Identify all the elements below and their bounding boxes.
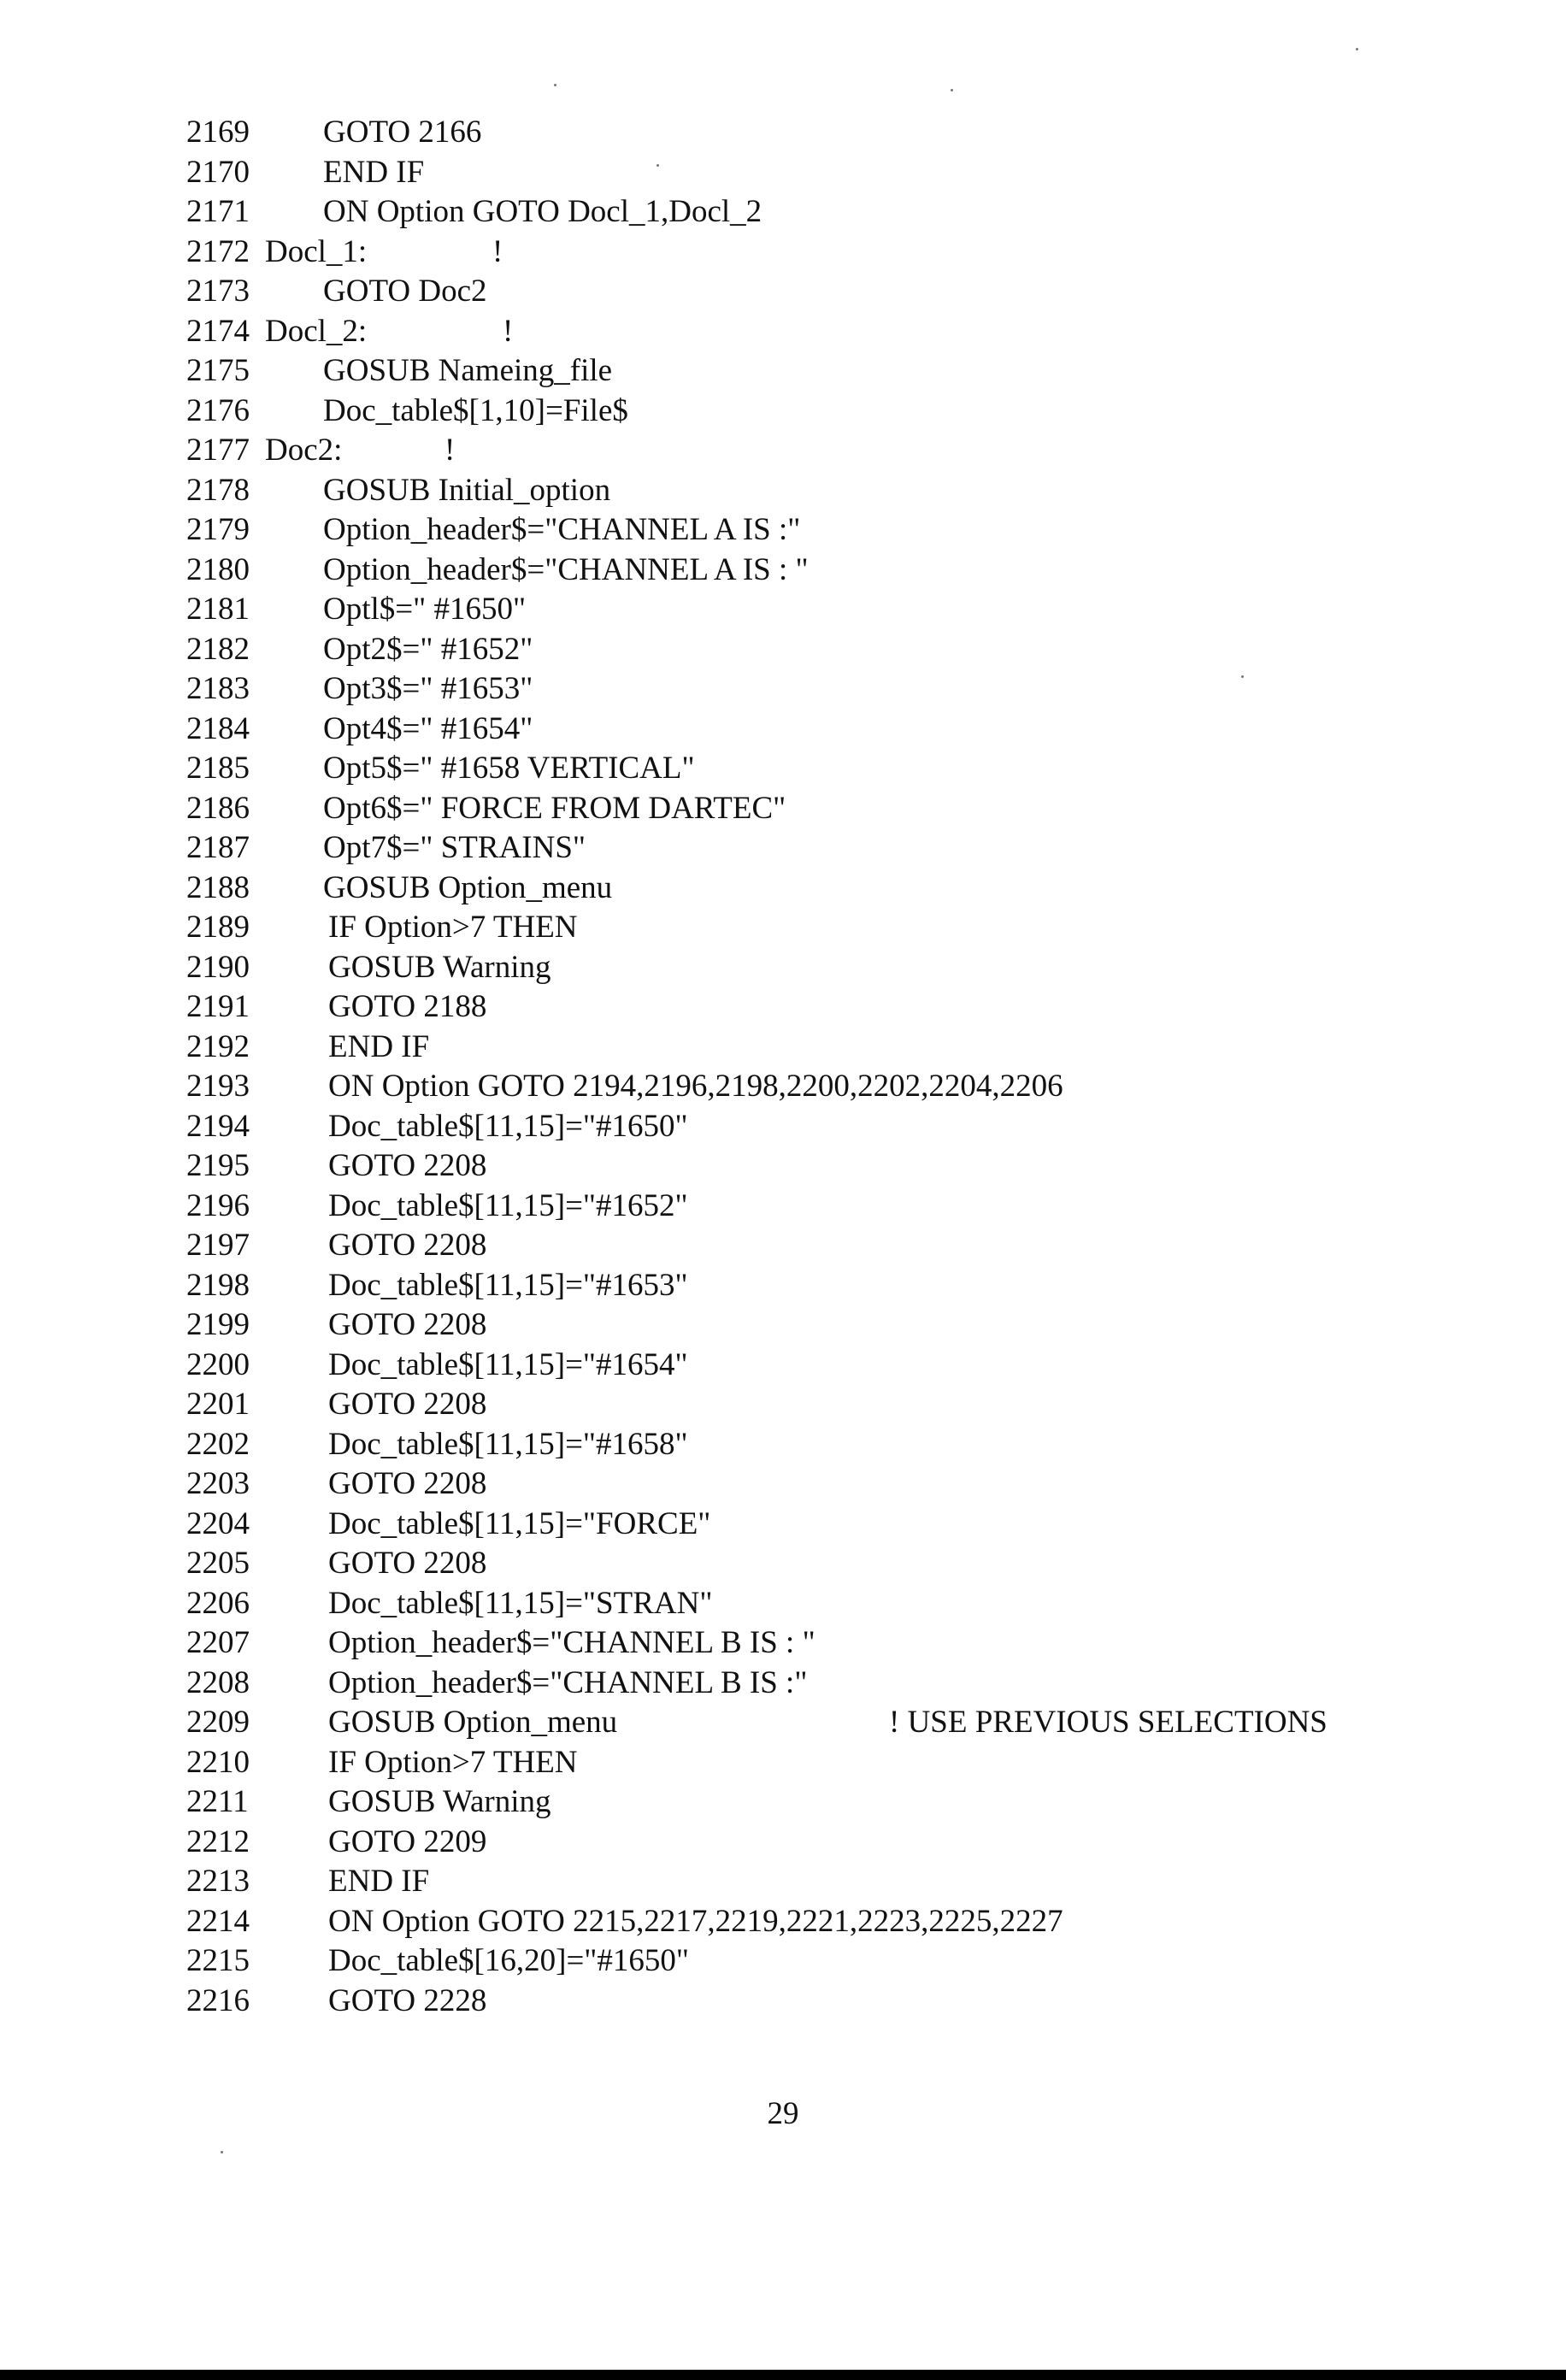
line-number: 2192 — [186, 1028, 250, 1064]
line-number: 2201 — [186, 1387, 250, 1422]
code-line — [186, 1941, 1400, 1982]
line-number: 2175 — [186, 353, 250, 388]
code-line — [186, 351, 1400, 392]
line-number: 2202 — [186, 1426, 250, 1462]
scan-speck — [1241, 675, 1244, 678]
line-number: 2209 — [186, 1705, 250, 1740]
code-statement: Doc_table$[16,20]="#1650" — [328, 1943, 690, 1978]
line-number: 2203 — [186, 1466, 250, 1501]
line-number: 2176 — [186, 392, 250, 428]
code-statement: Doc_table$[11,15]="#1654" — [328, 1346, 688, 1382]
line-number: 2210 — [186, 1744, 250, 1780]
inline-comment: ! USE PREVIOUS SELECTIONS — [889, 1705, 1328, 1740]
line-number: 2191 — [186, 989, 250, 1024]
code-statement: Optl$=" #1650" — [323, 592, 527, 627]
code-statement: GOTO 2208 — [328, 1387, 487, 1422]
code-line — [186, 1584, 1400, 1624]
code-statement: GOTO 2188 — [328, 989, 487, 1024]
line-number: 2204 — [186, 1505, 250, 1541]
code-line — [186, 987, 1400, 1028]
code-line — [186, 1385, 1400, 1425]
line-number: 2190 — [186, 949, 250, 985]
code-statement: GOTO 2208 — [328, 1546, 487, 1581]
line-number: 2195 — [186, 1148, 250, 1183]
code-line — [186, 710, 1400, 750]
code-line — [186, 1266, 1400, 1306]
code-statement: Doc_table$[11,15]="#1652" — [328, 1187, 688, 1223]
code-line — [186, 1505, 1400, 1545]
code-line — [186, 1823, 1400, 1863]
line-number: 2198 — [186, 1267, 250, 1303]
code-statement: Opt4$=" #1654" — [323, 710, 533, 746]
code-line — [186, 153, 1400, 193]
scan-speck — [221, 2151, 223, 2153]
code-statement: GOTO 2208 — [328, 1466, 487, 1501]
line-number: 2182 — [186, 631, 250, 667]
line-number: 2211 — [186, 1784, 249, 1819]
code-line — [186, 1425, 1400, 1465]
line-number: 2189 — [186, 910, 250, 945]
code-line — [186, 908, 1400, 948]
code-line — [186, 1782, 1400, 1823]
code-line — [186, 828, 1400, 869]
code-statement: GOTO Doc2 — [323, 274, 487, 309]
code-statement: END IF — [323, 154, 425, 190]
code-statement: Opt7$=" STRAINS" — [323, 830, 586, 865]
line-number: 2216 — [186, 1982, 250, 2018]
line-number: 2200 — [186, 1346, 250, 1382]
line-number: 2193 — [186, 1069, 250, 1104]
line-number: 2188 — [186, 869, 250, 905]
code-statement: GOSUB Option_menu — [328, 1705, 618, 1740]
line-number: 2186 — [186, 790, 250, 826]
code-line — [186, 510, 1400, 551]
line-number: 2177 — [186, 433, 250, 468]
code-line — [186, 113, 1400, 153]
line-label: Docl_2: — [265, 313, 368, 349]
line-number: 2197 — [186, 1228, 250, 1263]
code-line — [186, 1703, 1400, 1743]
code-line — [186, 1146, 1400, 1187]
code-statement: ON Option GOTO Docl_1,Docl_2 — [323, 194, 762, 229]
line-label: Doc2: — [265, 433, 343, 468]
code-statement: Doc_table$[11,15]="#1650" — [328, 1108, 688, 1144]
comment-marker: ! — [444, 433, 456, 468]
code-line — [186, 551, 1400, 591]
code-statement: Doc_table$[11,15]="#1658" — [328, 1426, 688, 1462]
line-number: 2180 — [186, 551, 250, 587]
code-statement: GOSUB Nameing_file — [323, 353, 613, 388]
line-number: 2173 — [186, 274, 250, 309]
line-number: 2215 — [186, 1943, 250, 1978]
line-number: 2179 — [186, 512, 250, 547]
code-statement: IF Option>7 THEN — [328, 1744, 578, 1780]
line-number: 2184 — [186, 710, 250, 746]
line-number: 2178 — [186, 472, 250, 508]
code-line — [186, 948, 1400, 988]
code-statement: Opt5$=" #1658 VERTICAL" — [323, 751, 695, 786]
scan-speck — [1356, 48, 1358, 50]
code-line — [186, 789, 1400, 829]
code-statement: GOSUB Option_menu — [323, 869, 613, 905]
code-statement: ON Option GOTO 2194,2196,2198,2200,2202,2204,2206 — [328, 1069, 1063, 1104]
code-statement: GOSUB Initial_option — [323, 472, 611, 508]
code-statement: GOTO 2208 — [328, 1148, 487, 1183]
code-line — [186, 1464, 1400, 1505]
line-number: 2196 — [186, 1187, 250, 1223]
code-statement: GOTO 2228 — [328, 1982, 487, 2018]
code-statement: Opt2$=" #1652" — [323, 631, 533, 667]
code-line — [186, 233, 1400, 273]
code-line — [186, 1028, 1400, 1068]
code-statement: END IF — [328, 1864, 430, 1899]
code-line — [186, 630, 1400, 670]
code-statement: Option_header$="CHANNEL A IS : " — [323, 551, 809, 587]
code-line — [186, 1743, 1400, 1783]
code-statement: GOSUB Warning — [328, 949, 551, 985]
scan-speck — [656, 164, 659, 167]
line-number: 2199 — [186, 1307, 250, 1342]
code-line — [186, 1346, 1400, 1386]
code-statement: Option_header$="CHANNEL B IS :" — [328, 1664, 808, 1700]
code-line — [186, 471, 1400, 511]
line-number: 2207 — [186, 1625, 250, 1660]
scan-bottom-edge — [0, 2370, 1566, 2380]
code-statement: IF Option>7 THEN — [328, 910, 578, 945]
line-number: 2183 — [186, 671, 250, 706]
line-label: Docl_1: — [265, 233, 368, 269]
code-line — [186, 1187, 1400, 1227]
scan-speck — [554, 84, 556, 86]
line-number: 2174 — [186, 313, 250, 349]
line-number: 2172 — [186, 233, 250, 269]
code-statement: Doc_table$[11,15]="STRAN" — [328, 1585, 713, 1621]
code-line — [186, 1226, 1400, 1266]
comment-marker: ! — [492, 233, 503, 269]
code-statement: Doc_table$[11,15]="FORCE" — [328, 1505, 711, 1541]
code-statement: ON Option GOTO 2215,2217,2219,2221,2223,2225,2227 — [328, 1903, 1063, 1939]
line-number: 2187 — [186, 830, 250, 865]
line-number: 2170 — [186, 154, 250, 190]
code-line — [186, 749, 1400, 789]
line-number: 2208 — [186, 1664, 250, 1700]
line-number: 2194 — [186, 1108, 250, 1144]
code-line — [186, 431, 1400, 471]
code-line — [186, 1982, 1400, 2022]
code-statement: Opt6$=" FORCE FROM DARTEC" — [323, 790, 786, 826]
line-number: 2171 — [186, 194, 250, 229]
code-line — [186, 392, 1400, 432]
code-statement: END IF — [328, 1028, 430, 1064]
line-number: 2213 — [186, 1864, 250, 1899]
code-line — [186, 869, 1400, 909]
scan-speck — [951, 89, 953, 91]
code-statement: GOSUB Warning — [328, 1784, 551, 1819]
code-statement: GOTO 2208 — [328, 1307, 487, 1342]
line-number: 2169 — [186, 115, 250, 150]
code-line — [186, 669, 1400, 710]
code-statement: GOTO 2209 — [328, 1823, 487, 1859]
code-line — [186, 1544, 1400, 1584]
code-line — [186, 1664, 1400, 1704]
code-line — [186, 1623, 1400, 1664]
code-line — [186, 590, 1400, 630]
code-statement: Doc_table$[11,15]="#1653" — [328, 1267, 688, 1303]
code-line — [186, 272, 1400, 312]
code-statement: Opt3$=" #1653" — [323, 671, 533, 706]
code-line — [186, 1862, 1400, 1902]
code-line — [186, 1305, 1400, 1346]
line-number: 2212 — [186, 1823, 250, 1859]
code-statement: Doc_table$[1,10]=File$ — [323, 392, 628, 428]
code-line — [186, 1902, 1400, 1942]
line-number: 2205 — [186, 1546, 250, 1581]
comment-marker: ! — [503, 313, 514, 349]
line-number: 2214 — [186, 1903, 250, 1939]
code-statement: Option_header$="CHANNEL B IS : " — [328, 1625, 815, 1660]
line-number: 2185 — [186, 751, 250, 786]
code-line — [186, 192, 1400, 233]
line-number: 2181 — [186, 592, 250, 627]
code-statement: GOTO 2166 — [323, 115, 482, 150]
code-statement: Option_header$="CHANNEL A IS :" — [323, 512, 801, 547]
page-number: 29 — [767, 2096, 799, 2131]
code-statement: GOTO 2208 — [328, 1228, 487, 1263]
code-listing — [186, 113, 1400, 2021]
line-number: 2206 — [186, 1585, 250, 1621]
code-line — [186, 1107, 1400, 1147]
code-line — [186, 1067, 1400, 1107]
code-line — [186, 312, 1400, 352]
